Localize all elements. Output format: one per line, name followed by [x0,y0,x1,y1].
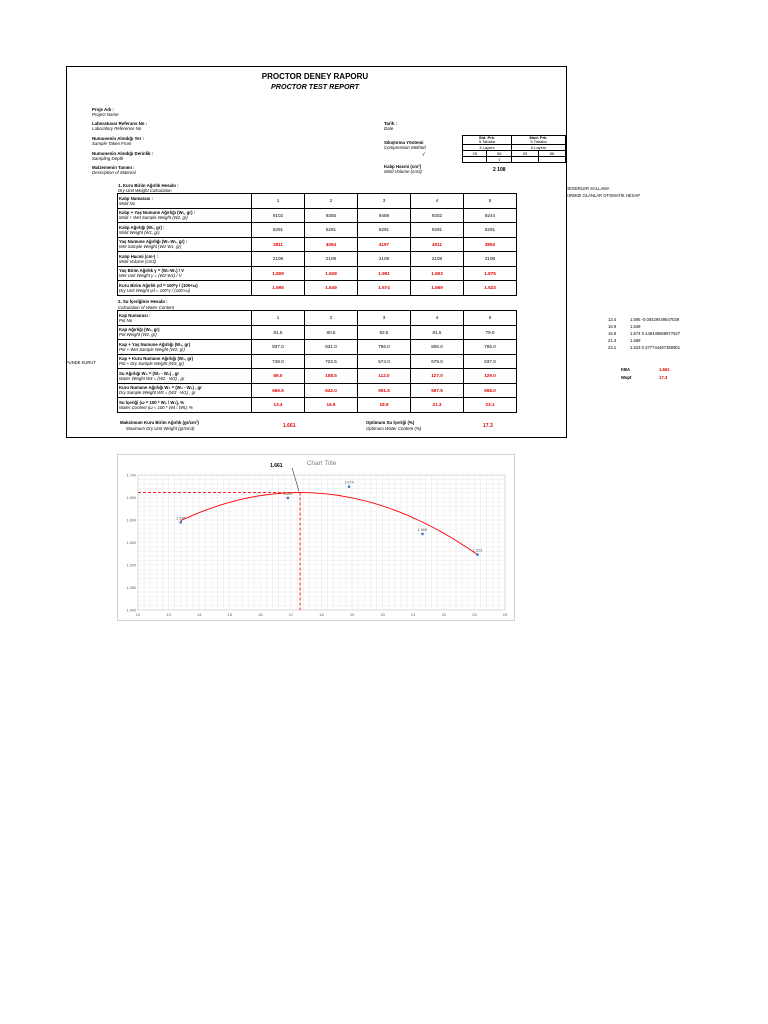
mold-volume-label-en: Mold Volume (cm3) [384,169,422,174]
table-cell: 4 [411,311,464,326]
row-header-en: Wet Sample Weight (W2-W1, gr) [119,244,182,250]
row-header-en: Water Content (ω = 100 * W4 / W5), % [119,404,193,410]
table-cell: 1.649 [305,281,358,296]
table-row [118,325,517,340]
row-header-en: Wet Unit Weight γ = (W2-W1) / V [119,273,182,279]
table-cell: 5291 [305,223,358,238]
row-header-tr: Kalıp Numarası : [119,195,153,201]
table-cell: 5291 [252,223,305,238]
x-tick-label: 16 [258,612,263,617]
table-cell: 2108 [411,252,464,267]
row-header-tr: Kalıp Ağırlığı (W₁, gr) : [119,224,165,230]
table-cell: 16.9 [305,398,358,413]
row-header-tr: Kap + Yaş Numune Ağırlığı (W₂, gr) [119,341,191,347]
x-tick-label: 13 [166,612,171,617]
table-cell: 4064 [305,237,358,252]
y-tick-label: 1.650 [126,496,136,500]
table-cell: 9355 [305,208,358,223]
table-cell: 79.0 [464,325,517,340]
row-header-tr: Su İçeriği (ω = 100 * W₄ / W₅), % [119,399,185,405]
labref-label: Laboratuvar Referans No : [92,121,148,126]
method-mark-cell [511,157,538,163]
peak-label: 1.661 [270,463,283,469]
data-label: 1.674 [344,480,354,485]
kba-label: KBA [621,367,631,372]
table-cell: 2 [305,194,358,209]
row-header-en: Mold Weight (W1, gr) [119,229,160,235]
data-point [180,521,182,523]
table-cell: 129.0 [464,369,517,384]
row-header-en: Pot No [119,317,133,323]
row-header [118,383,252,398]
data-label: 1.595 [176,516,186,521]
table-cell: 81.5 [411,325,464,340]
table-cell: 1.595 [252,281,305,296]
table-cell: 2108 [305,252,358,267]
side-left-note: FUNDE KURUT [66,360,97,365]
side-list-y: 1.523 0.377744487356901 [630,345,681,350]
row-header-en: Water Weight W4 = (W2 - W3) , gr [119,375,185,381]
method-mark-cell [463,157,487,163]
row-header-tr: Kap + Kuru Numune Ağırlığı (W₃, gr) [119,356,194,362]
table-cell: 591.5 [358,383,411,398]
proctor-chart-svg [118,455,514,620]
row-header-en: Pot + Dry Sample Weight (W3, gr) [119,361,184,367]
table-cell: 3 [358,311,411,326]
x-tick-label: 15 [227,612,232,617]
table-cell: 4011 [411,237,464,252]
mod-layers: 5 Layers [511,145,565,151]
data-label: 1.569 [417,527,428,532]
section1-title: 1. Kuru Birim Ağırlık Hesabı : [118,183,179,188]
row-header-tr: Yaş Birim Ağırlık γ = (W₂-W₁) / V [119,268,185,274]
chart-title: Chart Title [306,460,337,467]
table-row [118,281,517,296]
data-point [348,486,350,488]
table-cell: 9244 [464,208,517,223]
table-row [118,252,517,267]
method-val: 25 [463,151,487,157]
table-row [118,311,517,326]
row-header-tr: Kuru Birim Ağırlık γd = 100*γ / (100+ω) [119,282,198,288]
x-tick-label: 22 [441,612,447,617]
row-header [118,194,252,209]
table-cell: 674.0 [358,354,411,369]
table-cell: 766.0 [464,340,517,355]
row-header [118,208,252,223]
opt-water-label: Optimum Su İçeriği (%) [366,420,415,425]
side-list-y: 1.569 [630,338,641,343]
max-dry-value: 1.661 [283,423,296,429]
row-header [118,311,252,326]
method-val: 56 [487,151,512,157]
table-cell: 837.0 [252,340,305,355]
row-header [118,237,252,252]
depth-label: Numunenin Alındığı Derinlik : [92,151,154,156]
table-cell: 1.928 [305,266,358,281]
row-header [118,354,252,369]
table-cell: 21.3 [411,398,464,413]
table-cell: 2108 [358,252,411,267]
method-label: Sıkıştırma Yöntemi [384,140,424,145]
data-point [287,497,289,499]
row-header [118,325,252,340]
mod-proctor-header: Mod. Prk. 5 Tabaka [511,136,565,145]
method-check: √ [422,152,425,158]
method-val: 56 [538,151,565,157]
row-header-en: Mold Volume (cm3) [119,258,157,264]
table-row [118,369,517,384]
material-label-en: Description of Material [92,170,136,175]
table-cell: 89.0 [252,369,305,384]
table-cell: 112.0 [358,369,411,384]
table-cell: 108.5 [305,369,358,384]
table-cell: 5291 [411,223,464,238]
table-cell: 5291 [358,223,411,238]
std-layers: 3 Layers [463,145,512,151]
table-row [118,266,517,281]
y-tick-label: 1.700 [126,473,136,478]
table-row [118,354,517,369]
table-cell: 1.991 [358,266,411,281]
table-row [118,237,517,252]
x-tick-label: 20 [380,612,385,617]
side-list-y: 1.595 -0.00429449547029 [630,317,680,322]
y-tick-label: 1.500 [126,563,136,568]
date-label-en: Date [384,126,394,131]
data-label: 1.523 [472,548,483,553]
max-dry-label-en: Maximum Dry Unit Weight (gr/cm3) [126,426,195,431]
section2-title: 2. Su İçeriğinin Hesabı : [118,299,168,304]
table-cell: 1.523 [464,281,517,296]
y-tick-label: 1.450 [126,586,136,590]
dry-unit-weight-table [117,193,517,296]
data-point [476,553,478,555]
row-header [118,281,252,296]
table-cell: 4 [411,194,464,209]
table-cell: 1.674 [358,281,411,296]
std-proctor-header: Std. Prk. 5 Tabaka [463,136,512,145]
row-header-tr: Kap Numarası : [119,312,151,318]
x-tick-label: 24 [502,612,508,617]
side-list-x: 21.3 [608,338,617,343]
method-mark-cell [538,157,565,163]
table-row [118,398,517,413]
y-tick-label: 1.400 [126,608,136,613]
table-cell: 9102 [252,208,305,223]
table-cell: 3953 [464,237,517,252]
table-cell: 5 [464,194,517,209]
table-cell: 2108 [252,252,305,267]
table-cell: 127.0 [411,369,464,384]
x-tick-label: 23 [472,612,477,617]
section1-title-en: Dry Unit Weight Calculation [118,188,172,193]
table-cell: 637.0 [464,354,517,369]
report-subtitle: PROCTOR TEST REPORT [271,82,359,91]
row-header [118,266,252,281]
x-tick-label: 17 [288,612,294,617]
x-tick-label: 21 [411,612,416,617]
row-header-en: Pot Weight (W1, gr) [119,332,157,338]
table-cell: 5291 [464,223,517,238]
y-tick-label: 1.600 [126,518,136,523]
table-cell: 786.0 [358,340,411,355]
table-cell: 5 [464,311,517,326]
x-tick-label: 14 [196,612,202,617]
row-header-tr: Yaş Numune Ağırlığı (W₂-W₁, gr) : [119,239,188,245]
table-cell: 748.0 [252,354,305,369]
table-row [118,194,517,209]
table-cell: 2 [305,311,358,326]
table-cell: 806.0 [411,340,464,355]
row-header-tr: Kuru Numune Ağırlığı W₅ = (W₃ - W₁) , gr [119,385,202,391]
side-list-x: 16.9 [608,324,617,329]
side-list-y: 1.674 0.148448688877627 [630,331,681,336]
row-header-en: Dry Sample Weight W5 = (W3 - W1) , gr [119,390,196,396]
mold-volume-value: 2 108 [493,167,506,173]
table-cell: 558.0 [464,383,517,398]
table-cell: 666.5 [252,383,305,398]
project-label-en: Project Name [92,112,119,117]
x-tick-label: 19 [349,612,355,617]
table-cell: 1.808 [252,266,305,281]
table-cell: 1.569 [411,281,464,296]
table-cell: 679.0 [411,354,464,369]
x-tick-label: 12 [135,612,141,617]
section2-title-en: Calculation of Water Content [118,305,175,310]
table-cell: 642.0 [305,383,358,398]
table-cell: 3811 [252,237,305,252]
report-title: PROCTOR DENEY RAPORU [261,72,369,81]
table-cell: 3 [358,194,411,209]
table-cell: 9302 [411,208,464,223]
method-label-en: Compression Method [384,145,426,150]
table-cell: 2108 [464,252,517,267]
proctor-chart [117,454,515,621]
kba-value: 1.661 [659,367,670,372]
row-header [118,252,252,267]
side-note-2: KIRMIZI OLANLAR OTOMATİK HESAP [566,193,641,198]
wopt-value: 17.3 [659,375,668,380]
table-cell: 80.5 [305,325,358,340]
table-cell: 1 [252,194,305,209]
sample-label-en: Sample Taken From [92,141,132,146]
row-header-tr: Kap Ağırlığı (W₁, gr) [119,327,160,333]
method-val: 25 [511,151,538,157]
method-mark-cell: √ [487,157,512,163]
date-label: Tarih : [384,121,398,126]
wopt-label: Wopt [621,375,632,380]
table-cell: 13.4 [252,398,305,413]
row-header-en: Mold No [119,200,136,206]
opt-water-label-en: Optimum Water Content (%) [366,426,422,431]
table-cell: 82.5 [358,325,411,340]
table-cell: 9488 [358,208,411,223]
method-table [462,135,566,163]
row-header-tr: Su Ağırlığı W₄ = (W₂ - W₃) , gr [119,370,180,376]
side-list-y: 1.649 [630,324,641,329]
row-header [118,223,252,238]
x-tick-label: 18 [319,612,324,617]
table-cell: 722.5 [305,354,358,369]
row-header-en: Mold + Wet Sample Weight (W2, gr) [119,215,188,221]
table-row [118,383,517,398]
table-cell: 1.875 [464,266,517,281]
y-tick-label: 1.550 [126,541,136,545]
side-list-x: 23.1 [608,345,617,350]
table-cell: 23.1 [464,398,517,413]
side-list-x: 13.4 [608,317,617,322]
row-header-en: Dry Unit Weight γd = 100*γ / (100+ω) [119,287,191,293]
data-label: 1.649 [283,491,293,496]
data-point [421,533,423,535]
table-cell: 18.9 [358,398,411,413]
table-cell: 1.903 [411,266,464,281]
table-row [118,208,517,223]
peak-callout-line [292,468,299,492]
sample-label: Numunenin Alındığı Yer : [92,136,144,141]
row-header-tr: Kalıp + Yaş Numune Ağırlığı (W₁, gr) : [119,210,196,216]
row-header [118,398,252,413]
max-dry-label: Maksimum Kuru Birim Ağırlık (gr/cm³) [120,420,199,425]
labref-label-en: Laboratory Reference No [92,126,142,131]
row-header-tr: Kalıp Hacmi (cm³) : [119,253,158,259]
table-cell: 4197 [358,237,411,252]
row-header-en: Pot + Wet Sample Weight (W2, gr) [119,346,185,352]
table-row [118,340,517,355]
table-cell: 597.5 [411,383,464,398]
table-cell: 81.5 [252,325,305,340]
water-content-table [117,310,517,413]
table-row [118,223,517,238]
opt-water-value: 17.3 [483,423,493,429]
mold-volume-label: Kalıp Hacmi (cm³) [384,164,422,169]
project-label: Proje Adı : [92,107,114,112]
table-cell: 831.0 [305,340,358,355]
row-header [118,340,252,355]
depth-label-en: Sampling Depth [92,156,124,161]
table-cell: 1 [252,311,305,326]
row-header [118,369,252,384]
side-list-x: 18.9 [608,331,617,336]
material-label: Malzemenin Tanımı : [92,165,135,170]
side-note-1: DEGERLER SALLAMA [566,186,610,191]
